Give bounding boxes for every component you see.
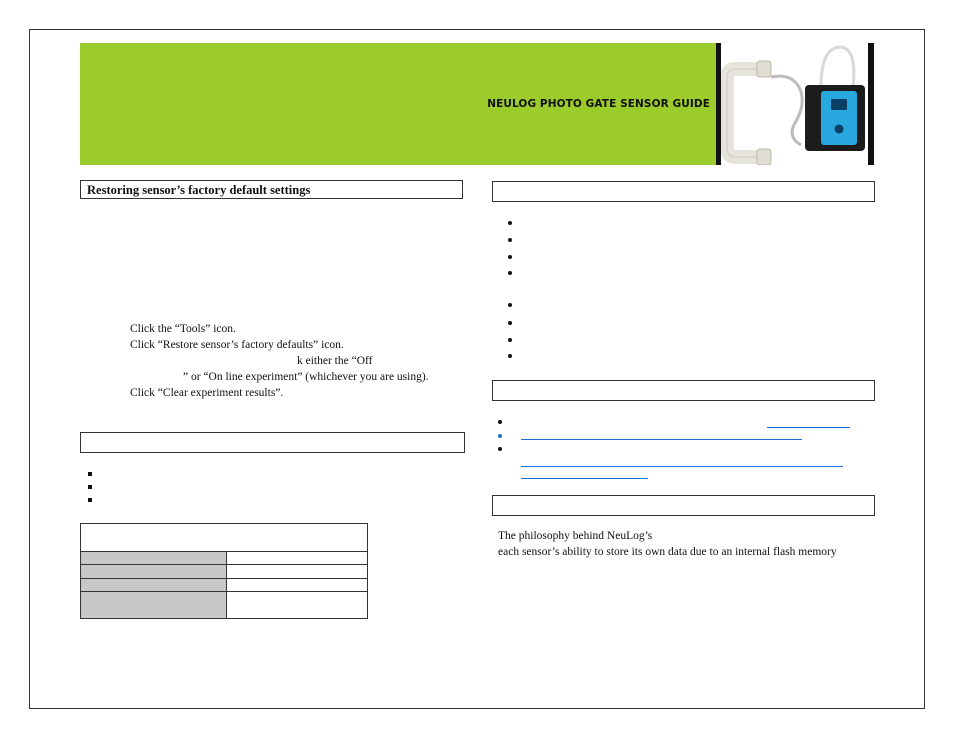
list-marker [88, 498, 92, 502]
table-key-cell [81, 552, 227, 564]
restore-step-2: Click “Restore sensor’s factory defaults” icon. [130, 339, 344, 351]
philosophy-line-2: each sensor’s ability to store its own data due to an internal flash memory [498, 546, 837, 558]
guide-title: NEULOG PHOTO GATE SENSOR GUIDE [487, 98, 710, 110]
table-key-cell [81, 592, 227, 618]
table-row [81, 591, 367, 618]
table-row [81, 551, 367, 564]
hyperlink-underline[interactable] [521, 466, 843, 467]
list-marker [88, 472, 92, 476]
restore-step-3: k either the “Off [297, 355, 373, 367]
list-bullet [508, 338, 512, 342]
banner-edge [868, 43, 874, 165]
list-bullet [508, 354, 512, 358]
list-bullet [508, 321, 512, 325]
photo-gate-sensor-icon [721, 43, 868, 165]
list-bullet [508, 271, 512, 275]
section-heading-box-2 [80, 432, 465, 453]
hyperlink-underline[interactable] [521, 439, 802, 440]
section-heading-box-right-2 [492, 380, 875, 401]
section-heading-text: Restoring sensor’s factory default settings [87, 183, 311, 197]
section-heading-box-right-3 [492, 495, 875, 516]
list-bullet [498, 447, 502, 451]
list-bullet [508, 303, 512, 307]
header-banner [80, 43, 716, 165]
list-bullet-link [498, 434, 502, 438]
table-key-cell [81, 565, 227, 578]
list-bullet [508, 255, 512, 259]
section-heading-box-right-1 [492, 181, 875, 202]
list-marker [88, 485, 92, 489]
philosophy-line-1: The philosophy behind NeuLog’s [498, 530, 653, 542]
spec-table [80, 523, 368, 619]
section-heading-restoring [80, 180, 463, 199]
restore-step-1: Click the “Tools” icon. [130, 323, 236, 335]
table-row [81, 578, 367, 591]
hyperlink-underline[interactable] [521, 478, 648, 479]
sensor-photo [721, 43, 868, 165]
restore-step-4: Click “Clear experiment results”. [130, 387, 284, 399]
hyperlink-underline[interactable] [767, 427, 850, 428]
list-bullet [508, 238, 512, 242]
table-key-cell [81, 579, 227, 591]
table-row [81, 564, 367, 578]
restore-step-3-cont: ” or “On line experiment” (whichever you are using). [183, 371, 429, 383]
list-bullet [508, 221, 512, 225]
list-bullet [498, 420, 502, 424]
